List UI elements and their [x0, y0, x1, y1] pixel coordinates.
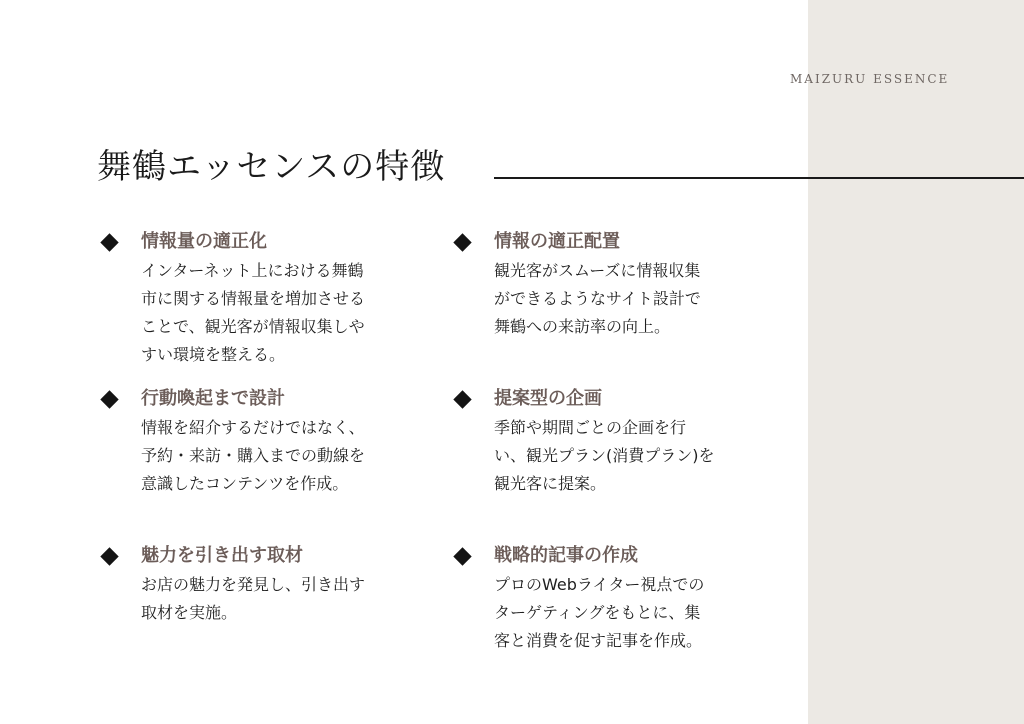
diamond-bullet-icon	[100, 233, 118, 251]
brand-label: MAIZURU ESSENCE	[790, 72, 950, 86]
diamond-bullet-icon	[453, 390, 471, 408]
feature-appeal-interviews	[141, 542, 441, 627]
feature-title: 魅力を引き出す取材	[141, 545, 303, 566]
feature-title: 戦略的記事の作成	[494, 545, 638, 566]
feature-strategic-articles	[494, 542, 794, 655]
diamond-bullet-icon	[453, 547, 471, 565]
feature-description: お店の魅力を発見し、引き出す 取材を実施。	[141, 575, 366, 622]
feature-call-to-action-design	[141, 385, 441, 498]
diamond-bullet-icon	[100, 547, 118, 565]
feature-information-placement	[494, 228, 794, 341]
diamond-bullet-icon	[100, 390, 118, 408]
feature-title: 提案型の企画	[494, 388, 602, 409]
side-panel	[808, 0, 1024, 724]
feature-description: 情報を紹介するだけではなく、 予約・来訪・購入までの動線を 意識したコンテンツを作成。	[141, 418, 366, 493]
feature-description: プロのWebライター視点での ターゲティングをもとに、集 客と消費を促す記事を作成。	[494, 575, 705, 650]
feature-description: 季節や期間ごとの企画を行 い、観光プラン(消費プラン)を 観光客に提案。	[494, 418, 715, 493]
feature-proposal-planning	[494, 385, 794, 498]
feature-information-volume	[141, 228, 441, 369]
feature-description: 観光客がスムーズに情報収集 ができるようなサイト設計で 舞鶴への来訪率の向上。	[494, 261, 701, 336]
title-rule	[494, 177, 1024, 179]
feature-title: 情報量の適正化	[141, 231, 267, 252]
feature-title: 行動喚起まで設計	[141, 388, 285, 409]
page-title: 舞鶴エッセンスの特徴	[97, 147, 446, 187]
feature-description: インターネット上における舞鶴 市に関する情報量を増加させる ことで、観光客が情報収集しや すい環境を整える。	[141, 261, 366, 364]
diamond-bullet-icon	[453, 233, 471, 251]
feature-title: 情報の適正配置	[494, 231, 620, 252]
